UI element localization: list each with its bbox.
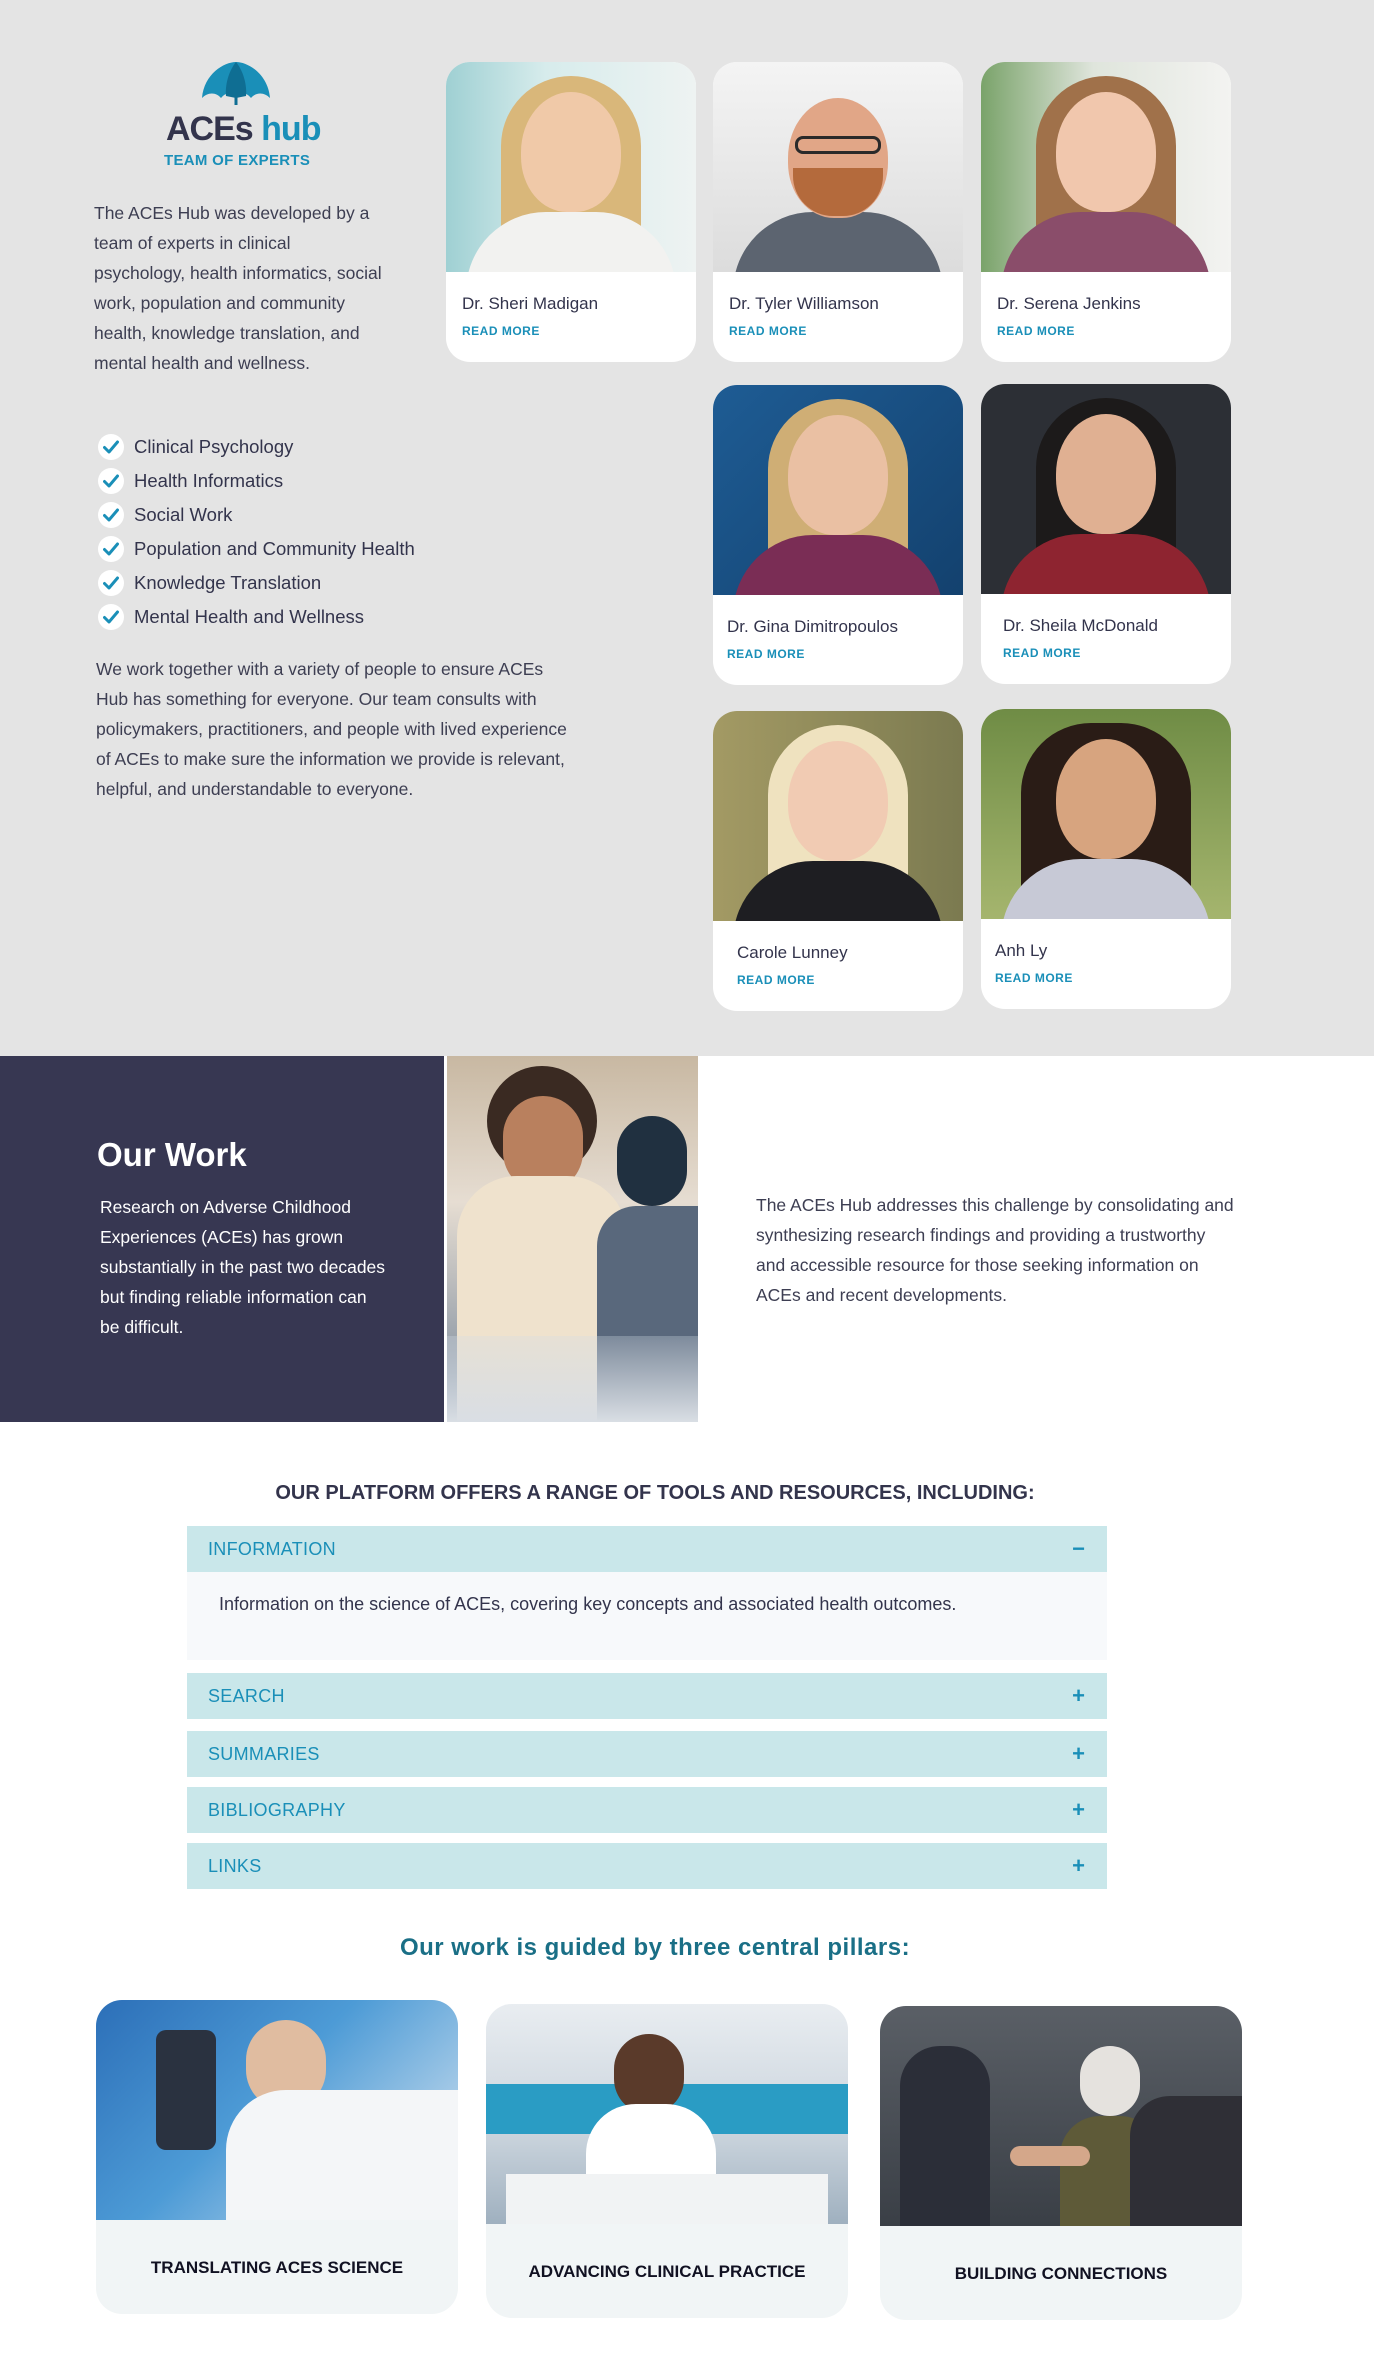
- list-item: Knowledge Translation: [98, 566, 415, 600]
- accordion-links[interactable]: [187, 1843, 1107, 1889]
- aces-hub-logo[interactable]: [160, 60, 321, 176]
- accordion-label: SEARCH: [208, 1685, 285, 1706]
- logo-tagline: TEAM OF EXPERTS: [164, 152, 311, 169]
- accordion-summaries[interactable]: [187, 1731, 1107, 1777]
- read-more-link[interactable]: READ MORE: [727, 647, 805, 661]
- portrait-bearded-man-glasses: [713, 62, 963, 272]
- list-item: Health Informatics: [98, 464, 415, 498]
- read-more-link[interactable]: READ MORE: [737, 973, 815, 987]
- read-more-link[interactable]: READ MORE: [997, 324, 1075, 338]
- plus-icon[interactable]: +: [1072, 1741, 1085, 1766]
- checkmark-icon: [98, 604, 124, 630]
- scientist-microscope-image: [96, 2000, 458, 2220]
- member-name: Dr. Tyler Williamson: [729, 294, 879, 313]
- accordion-label: INFORMATION: [208, 1538, 336, 1559]
- read-more-link[interactable]: READ MORE: [462, 324, 540, 338]
- checkmark-icon: [98, 570, 124, 596]
- accordion-search[interactable]: [187, 1673, 1107, 1719]
- accordion-bibliography[interactable]: [187, 1787, 1107, 1833]
- pillars-title: Our work is guided by three central pillars:: [399, 1934, 911, 1961]
- list-item: Mental Health and Wellness: [98, 600, 415, 634]
- portrait-dark-hair-woman: [981, 384, 1231, 594]
- portrait-white-hair-woman: [713, 711, 963, 921]
- pillar-label: BUILDING CONNECTIONS: [954, 2263, 1168, 2283]
- team-card-gina-dimitropoulos[interactable]: [713, 385, 963, 685]
- team-intro-text: The ACEs Hub was developed by a team of experts in clinical psychology, health informatics, social work, population and community health, knowledge translation, and mental health and wellness.: [94, 203, 382, 373]
- portrait-blonde-woman: [446, 62, 696, 272]
- checkmark-icon: [98, 434, 124, 460]
- list-item: Social Work: [98, 498, 415, 532]
- plus-icon[interactable]: +: [1072, 1683, 1085, 1708]
- pillar-card-advancing-practice[interactable]: [486, 2004, 848, 2318]
- plus-icon[interactable]: +: [1072, 1797, 1085, 1822]
- read-more-link[interactable]: READ MORE: [1003, 646, 1081, 660]
- pillar-label: ADVANCING CLINICAL PRACTICE: [528, 2261, 806, 2281]
- logo-wordmark: ACEs hub: [166, 110, 321, 148]
- member-name: Anh Ly: [995, 941, 1048, 960]
- our-work-description: The ACEs Hub addresses this challenge by consolidating and synthesizing research findings and providing a trustworthy and accessible resource for those seeking information on ACEs and recent developments.: [756, 1195, 1234, 1305]
- member-name: Dr. Gina Dimitropoulos: [727, 617, 899, 636]
- handshake-group-image: [880, 2006, 1242, 2226]
- list-item: Clinical Psychology: [98, 430, 415, 464]
- team-card-tyler-williamson[interactable]: [713, 62, 963, 362]
- plus-icon[interactable]: +: [1072, 1853, 1085, 1878]
- our-work-title: Our Work: [97, 1136, 247, 1173]
- checkmark-icon: [98, 536, 124, 562]
- team-card-sheila-mcdonald[interactable]: [981, 384, 1231, 684]
- minus-icon[interactable]: −: [1072, 1536, 1085, 1561]
- platform-title: OUR PLATFORM OFFERS A RANGE OF TOOLS AND RESOURCES, INCLUDING:: [275, 1482, 1035, 1504]
- accordion-information[interactable]: [187, 1526, 1107, 1572]
- accordion-label: BIBLIOGRAPHY: [208, 1799, 346, 1820]
- team-card-carole-lunney[interactable]: [713, 711, 963, 1011]
- doctor-patient-image: [486, 2004, 848, 2224]
- our-work-text: Research on Adverse Childhood Experiences (ACEs) has grown substantially in the past two decades but finding reliable information can be difficult.: [100, 1197, 386, 1337]
- portrait-curly-hair-woman: [981, 709, 1231, 919]
- disciplines-list: [98, 430, 415, 634]
- checkmark-icon: [98, 468, 124, 494]
- member-name: Dr. Sheila McDonald: [1003, 616, 1158, 635]
- accordion-label: LINKS: [208, 1855, 262, 1876]
- team-card-serena-jenkins[interactable]: [981, 62, 1231, 362]
- member-name: Carole Lunney: [737, 943, 848, 962]
- team-consult-paragraph: We work together with a variety of people to ensure ACEs Hub has something for everyone. Our team consults with policymakers, practitioners, and people with lived experience of ACEs to make sure the information we provide is relevant, helpful, and understandable to everyone.: [96, 659, 567, 799]
- umbrella-logo-icon: [198, 60, 274, 106]
- portrait-woman-wavy-hair: [981, 62, 1231, 272]
- accordion-content: Information on the science of ACEs, covering key concepts and associated health outcomes.: [219, 1594, 957, 1614]
- team-card-anh-ly[interactable]: [981, 709, 1231, 1009]
- list-item: Population and Community Health: [98, 532, 415, 566]
- team-collaboration-image: [447, 1056, 698, 1422]
- member-name: Dr. Serena Jenkins: [997, 294, 1141, 313]
- accordion-information-panel: [187, 1572, 1107, 1660]
- pillar-card-translating-science[interactable]: [96, 2000, 458, 2314]
- read-more-link[interactable]: READ MORE: [729, 324, 807, 338]
- pillar-label: TRANSLATING ACES SCIENCE: [150, 2257, 404, 2277]
- team-card-sheri-madigan[interactable]: [446, 62, 696, 362]
- pillar-card-building-connections[interactable]: [880, 2006, 1242, 2320]
- team-section: [0, 0, 1374, 1056]
- member-name: Dr. Sheri Madigan: [462, 294, 599, 313]
- accordion-label: SUMMARIES: [208, 1743, 320, 1764]
- checkmark-icon: [98, 502, 124, 528]
- read-more-link[interactable]: READ MORE: [995, 971, 1073, 985]
- portrait-woman-blue-backdrop: [713, 385, 963, 595]
